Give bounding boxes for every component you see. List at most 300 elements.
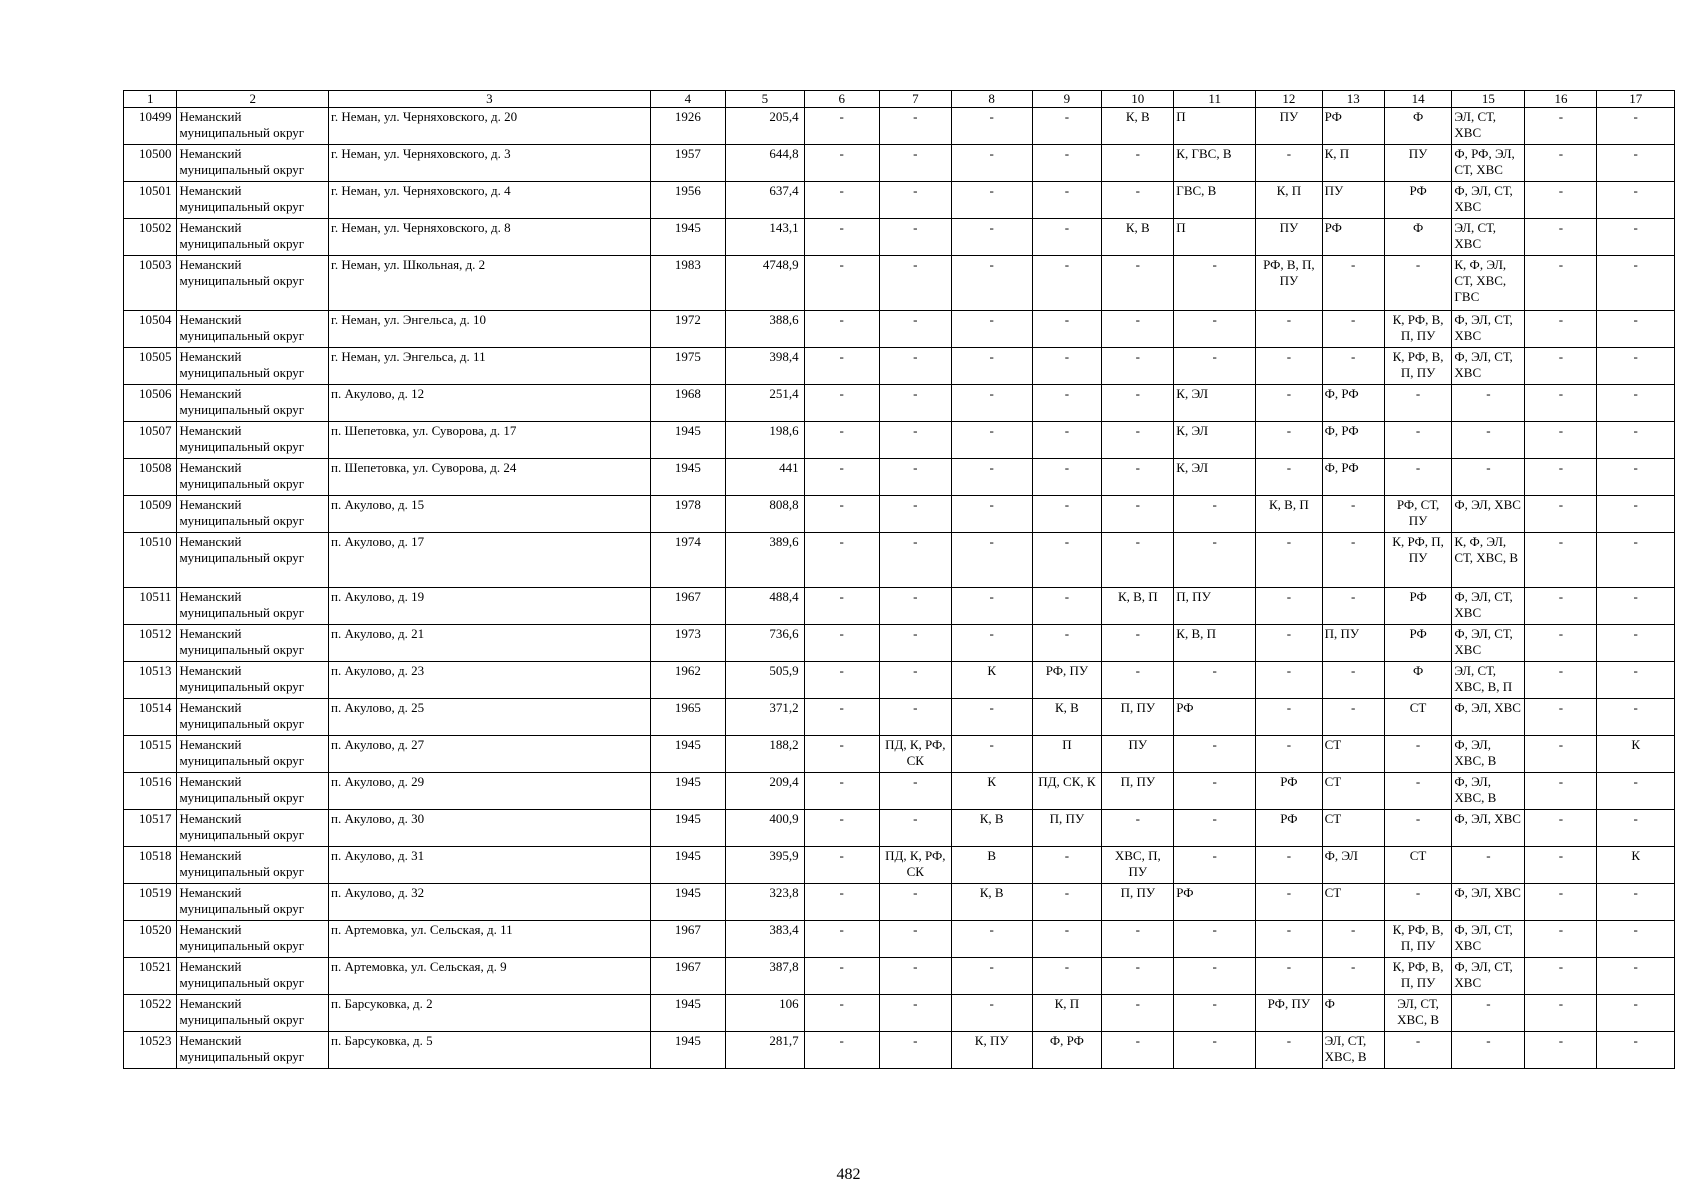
table-cell-col-5: 644,8 — [726, 145, 805, 182]
table-cell-col-11: - — [1174, 533, 1256, 588]
table-cell-col-15: ЭЛ, СТ, ХВС — [1452, 108, 1525, 145]
table-cell-col-3: г. Неман, ул. Черняховского, д. 20 — [329, 108, 651, 145]
table-cell-col-12: - — [1256, 145, 1323, 182]
table-cell-col-7: - — [879, 995, 951, 1032]
table-cell-col-3: п. Барсуковка, д. 5 — [329, 1032, 651, 1069]
table-cell-col-2: Неманский муниципальный округ — [177, 995, 329, 1032]
table-cell-col-15: - — [1452, 422, 1525, 459]
table-cell-col-5: 488,4 — [726, 588, 805, 625]
table-cell-col-11: К, ЭЛ — [1174, 385, 1256, 422]
table-cell-col-13: Ф, ЭЛ — [1322, 847, 1384, 884]
table-cell-col-5: 4748,9 — [726, 256, 805, 311]
table-cell-col-2: Неманский муниципальный округ — [177, 810, 329, 847]
column-header-15: 15 — [1452, 91, 1525, 108]
page-number: 482 — [836, 1166, 861, 1183]
table-cell-col-6: - — [804, 995, 879, 1032]
table-cell-col-4: 1956 — [650, 182, 725, 219]
column-header-1: 1 — [124, 91, 177, 108]
table-row — [124, 995, 1675, 1032]
table-cell-col-1: 10520 — [124, 921, 177, 958]
table-cell-col-14: - — [1384, 459, 1452, 496]
table-cell-col-12: ПУ — [1256, 108, 1323, 145]
table-cell-col-2: Неманский муниципальный округ — [177, 736, 329, 773]
table-cell-col-5: 383,4 — [726, 921, 805, 958]
table-cell-col-11: - — [1174, 662, 1256, 699]
table-cell-col-13: П, ПУ — [1322, 625, 1384, 662]
table-cell-col-16: - — [1525, 108, 1597, 145]
table-cell-col-1: 10522 — [124, 995, 177, 1032]
table-cell-col-14: - — [1384, 1032, 1452, 1069]
table-cell-col-9: - — [1032, 145, 1102, 182]
table-cell-col-10: - — [1102, 662, 1174, 699]
table-cell-col-4: 1968 — [650, 385, 725, 422]
table-row — [124, 921, 1675, 958]
table-cell-col-15: Ф, ЭЛ, ХВС — [1452, 699, 1525, 736]
table-cell-col-2: Неманский муниципальный округ — [177, 921, 329, 958]
table-cell-col-3: п. Артемовка, ул. Сельская, д. 11 — [329, 921, 651, 958]
table-cell-col-13: РФ — [1322, 108, 1384, 145]
table-cell-col-6: - — [804, 348, 879, 385]
table-cell-col-11: ГВС, В — [1174, 182, 1256, 219]
table-cell-col-2: Неманский муниципальный округ — [177, 108, 329, 145]
table-cell-col-15: Ф, ЭЛ, СТ, ХВС — [1452, 921, 1525, 958]
table-cell-col-10: - — [1102, 533, 1174, 588]
table-cell-col-6: - — [804, 588, 879, 625]
table-cell-col-10: - — [1102, 921, 1174, 958]
column-header-3: 3 — [329, 91, 651, 108]
table-cell-col-3: п. Барсуковка, д. 2 — [329, 995, 651, 1032]
table-cell-col-12: РФ — [1256, 773, 1323, 810]
column-header-14: 14 — [1384, 91, 1452, 108]
table-cell-col-10: П, ПУ — [1102, 884, 1174, 921]
table-cell-col-1: 10515 — [124, 736, 177, 773]
table-cell-col-12: - — [1256, 847, 1323, 884]
table-cell-col-7: - — [879, 348, 951, 385]
table-cell-col-6: - — [804, 847, 879, 884]
table-cell-col-1: 10503 — [124, 256, 177, 311]
table-cell-col-2: Неманский муниципальный округ — [177, 847, 329, 884]
table-cell-col-4: 1945 — [650, 1032, 725, 1069]
table-cell-col-4: 1965 — [650, 699, 725, 736]
table-cell-col-3: г. Неман, ул. Энгельса, д. 11 — [329, 348, 651, 385]
table-cell-col-10: ХВС, П, ПУ — [1102, 847, 1174, 884]
table-cell-col-11: К, ЭЛ — [1174, 422, 1256, 459]
table-cell-col-2: Неманский муниципальный округ — [177, 459, 329, 496]
table-cell-col-7: - — [879, 496, 951, 533]
table-cell-col-9: - — [1032, 958, 1102, 995]
table-cell-col-16: - — [1525, 182, 1597, 219]
table-cell-col-8: - — [951, 145, 1032, 182]
table-cell-col-3: г. Неман, ул. Черняховского, д. 4 — [329, 182, 651, 219]
table-cell-col-7: - — [879, 533, 951, 588]
column-header-12: 12 — [1256, 91, 1323, 108]
table-cell-col-11: К, ГВС, В — [1174, 145, 1256, 182]
table-cell-col-12: - — [1256, 311, 1323, 348]
table-cell-col-10: - — [1102, 958, 1174, 995]
table-cell-col-11: - — [1174, 311, 1256, 348]
table-cell-col-6: - — [804, 773, 879, 810]
table-cell-col-12: - — [1256, 348, 1323, 385]
table-cell-col-2: Неманский муниципальный округ — [177, 662, 329, 699]
table-row — [124, 219, 1675, 256]
table-cell-col-10: К, В, П — [1102, 588, 1174, 625]
table-cell-col-5: 143,1 — [726, 219, 805, 256]
table-cell-col-5: 400,9 — [726, 810, 805, 847]
table-row — [124, 108, 1675, 145]
table-cell-col-12: - — [1256, 459, 1323, 496]
table-cell-col-10: - — [1102, 1032, 1174, 1069]
table-row — [124, 385, 1675, 422]
table-row — [124, 1032, 1675, 1069]
table-cell-col-16: - — [1525, 662, 1597, 699]
column-header-16: 16 — [1525, 91, 1597, 108]
table-cell-col-17: - — [1597, 422, 1675, 459]
table-cell-col-15: Ф, ЭЛ, СТ, ХВС — [1452, 625, 1525, 662]
table-cell-col-10: - — [1102, 385, 1174, 422]
table-cell-col-11: К, В, П — [1174, 625, 1256, 662]
table-cell-col-11: - — [1174, 958, 1256, 995]
table-cell-col-8: - — [951, 348, 1032, 385]
table-cell-col-10: К, В — [1102, 108, 1174, 145]
table-cell-col-3: п. Артемовка, ул. Сельская, д. 9 — [329, 958, 651, 995]
table-cell-col-15: К, Ф, ЭЛ, СТ, ХВС, В — [1452, 533, 1525, 588]
table-cell-col-17: - — [1597, 145, 1675, 182]
table-cell-col-17: - — [1597, 588, 1675, 625]
table-cell-col-9: - — [1032, 496, 1102, 533]
table-cell-col-17: - — [1597, 625, 1675, 662]
table-row — [124, 884, 1675, 921]
table-cell-col-8: - — [951, 995, 1032, 1032]
table-cell-col-10: - — [1102, 145, 1174, 182]
table-cell-col-11: РФ — [1174, 884, 1256, 921]
table-cell-col-9: П — [1032, 736, 1102, 773]
table-cell-col-4: 1983 — [650, 256, 725, 311]
table-cell-col-7: - — [879, 422, 951, 459]
table-row — [124, 588, 1675, 625]
table-cell-col-6: - — [804, 699, 879, 736]
table-cell-col-2: Неманский муниципальный округ — [177, 385, 329, 422]
column-number-row — [124, 91, 1675, 108]
table-cell-col-1: 10504 — [124, 311, 177, 348]
table-cell-col-8: - — [951, 256, 1032, 311]
table-cell-col-14: К, РФ, П, ПУ — [1384, 533, 1452, 588]
table-cell-col-5: 395,9 — [726, 847, 805, 884]
table-cell-col-16: - — [1525, 145, 1597, 182]
table-cell-col-17: - — [1597, 1032, 1675, 1069]
table-cell-col-6: - — [804, 182, 879, 219]
table-cell-col-16: - — [1525, 459, 1597, 496]
table-cell-col-4: 1973 — [650, 625, 725, 662]
table-cell-col-11: П — [1174, 219, 1256, 256]
table-cell-col-4: 1967 — [650, 588, 725, 625]
table-cell-col-9: - — [1032, 921, 1102, 958]
table-cell-col-9: - — [1032, 533, 1102, 588]
table-row — [124, 810, 1675, 847]
table-cell-col-1: 10516 — [124, 773, 177, 810]
table-cell-col-2: Неманский муниципальный округ — [177, 145, 329, 182]
table-cell-col-9: - — [1032, 385, 1102, 422]
table-cell-col-1: 10521 — [124, 958, 177, 995]
table-row — [124, 496, 1675, 533]
table-cell-col-9: - — [1032, 625, 1102, 662]
table-cell-col-16: - — [1525, 773, 1597, 810]
table-cell-col-4: 1945 — [650, 736, 725, 773]
table-cell-col-4: 1945 — [650, 884, 725, 921]
table-cell-col-9: - — [1032, 348, 1102, 385]
table-cell-col-1: 10499 — [124, 108, 177, 145]
table-cell-col-10: - — [1102, 625, 1174, 662]
table-cell-col-9: К, В — [1032, 699, 1102, 736]
table-cell-col-5: 371,2 — [726, 699, 805, 736]
table-cell-col-7: ПД, К, РФ, СК — [879, 847, 951, 884]
table-cell-col-1: 10509 — [124, 496, 177, 533]
table-cell-col-15: - — [1452, 1032, 1525, 1069]
table-cell-col-12: - — [1256, 699, 1323, 736]
table-cell-col-12: - — [1256, 533, 1323, 588]
table-cell-col-7: - — [879, 958, 951, 995]
table-cell-col-7: - — [879, 219, 951, 256]
table-cell-col-9: - — [1032, 108, 1102, 145]
table-cell-col-14: К, РФ, В, П, ПУ — [1384, 311, 1452, 348]
table-cell-col-7: - — [879, 182, 951, 219]
table-cell-col-4: 1945 — [650, 810, 725, 847]
table-cell-col-3: п. Шепетовка, ул. Суворова, д. 24 — [329, 459, 651, 496]
table-cell-col-17: - — [1597, 496, 1675, 533]
table-cell-col-11: - — [1174, 847, 1256, 884]
table-cell-col-6: - — [804, 108, 879, 145]
table-cell-col-5: 188,2 — [726, 736, 805, 773]
table-cell-col-17: - — [1597, 256, 1675, 311]
table-cell-col-5: 505,9 — [726, 662, 805, 699]
table-cell-col-3: п. Акулово, д. 21 — [329, 625, 651, 662]
table-cell-col-2: Неманский муниципальный округ — [177, 422, 329, 459]
table-cell-col-1: 10517 — [124, 810, 177, 847]
table-cell-col-8: - — [951, 533, 1032, 588]
table-cell-col-3: п. Акулово, д. 23 — [329, 662, 651, 699]
table-cell-col-2: Неманский муниципальный округ — [177, 348, 329, 385]
table-cell-col-16: - — [1525, 699, 1597, 736]
column-header-4: 4 — [650, 91, 725, 108]
table-cell-col-8: - — [951, 958, 1032, 995]
table-cell-col-17: - — [1597, 699, 1675, 736]
table-cell-col-13: - — [1322, 311, 1384, 348]
table-cell-col-4: 1945 — [650, 995, 725, 1032]
table-cell-col-3: г. Неман, ул. Энгельса, д. 10 — [329, 311, 651, 348]
table-cell-col-7: - — [879, 884, 951, 921]
table-cell-col-12: К, В, П — [1256, 496, 1323, 533]
table-cell-col-8: - — [951, 736, 1032, 773]
table-cell-col-2: Неманский муниципальный округ — [177, 699, 329, 736]
table-cell-col-11: - — [1174, 496, 1256, 533]
table-cell-col-13: Ф — [1322, 995, 1384, 1032]
table-cell-col-3: г. Неман, ул. Школьная, д. 2 — [329, 256, 651, 311]
table-cell-col-1: 10511 — [124, 588, 177, 625]
table-cell-col-8: К — [951, 662, 1032, 699]
table-cell-col-13: - — [1322, 256, 1384, 311]
table-row — [124, 699, 1675, 736]
table-cell-col-13: - — [1322, 348, 1384, 385]
table-cell-col-6: - — [804, 145, 879, 182]
table-cell-col-11: П, ПУ — [1174, 588, 1256, 625]
table-cell-col-6: - — [804, 662, 879, 699]
table-row — [124, 182, 1675, 219]
table-cell-col-1: 10502 — [124, 219, 177, 256]
column-header-13: 13 — [1322, 91, 1384, 108]
table-cell-col-5: 389,6 — [726, 533, 805, 588]
table-cell-col-7: ПД, К, РФ, СК — [879, 736, 951, 773]
table-cell-col-16: - — [1525, 385, 1597, 422]
table-cell-col-8: К, ПУ — [951, 1032, 1032, 1069]
table-cell-col-12: - — [1256, 921, 1323, 958]
table-cell-col-2: Неманский муниципальный округ — [177, 625, 329, 662]
table-cell-col-13: Ф, РФ — [1322, 459, 1384, 496]
table-cell-col-9: Ф, РФ — [1032, 1032, 1102, 1069]
column-header-17: 17 — [1597, 91, 1675, 108]
table-cell-col-1: 10510 — [124, 533, 177, 588]
table-cell-col-16: - — [1525, 810, 1597, 847]
table-cell-col-14: К, РФ, В, П, ПУ — [1384, 921, 1452, 958]
table-cell-col-8: - — [951, 182, 1032, 219]
table-cell-col-12: - — [1256, 1032, 1323, 1069]
table-cell-col-7: - — [879, 311, 951, 348]
table-cell-col-10: К, В — [1102, 219, 1174, 256]
table-cell-col-15: Ф, ЭЛ, СТ, ХВС — [1452, 958, 1525, 995]
table-cell-col-15: Ф, ЭЛ, ХВС — [1452, 884, 1525, 921]
table-cell-col-13: ПУ — [1322, 182, 1384, 219]
table-cell-col-7: - — [879, 588, 951, 625]
table-cell-col-13: СТ — [1322, 773, 1384, 810]
table-cell-col-16: - — [1525, 219, 1597, 256]
table-cell-col-15: Ф, РФ, ЭЛ, СТ, ХВС — [1452, 145, 1525, 182]
table-cell-col-16: - — [1525, 995, 1597, 1032]
table-cell-col-12: ПУ — [1256, 219, 1323, 256]
table-cell-col-9: - — [1032, 847, 1102, 884]
table-cell-col-10: П, ПУ — [1102, 773, 1174, 810]
table-cell-col-8: К, В — [951, 884, 1032, 921]
table-cell-col-14: - — [1384, 810, 1452, 847]
table-cell-col-8: - — [951, 588, 1032, 625]
table-cell-col-15: ЭЛ, СТ, ХВС, В, П — [1452, 662, 1525, 699]
table-cell-col-8: - — [951, 625, 1032, 662]
table-cell-col-10: - — [1102, 311, 1174, 348]
table-cell-col-12: - — [1256, 588, 1323, 625]
table-cell-col-3: п. Акулово, д. 30 — [329, 810, 651, 847]
table-cell-col-3: п. Акулово, д. 19 — [329, 588, 651, 625]
table-cell-col-8: - — [951, 219, 1032, 256]
table-cell-col-10: - — [1102, 182, 1174, 219]
register-table — [123, 90, 1675, 1069]
table-cell-col-15: - — [1452, 459, 1525, 496]
table-cell-col-10: П, ПУ — [1102, 699, 1174, 736]
table-cell-col-14: СТ — [1384, 847, 1452, 884]
table-cell-col-6: - — [804, 385, 879, 422]
table-cell-col-17: - — [1597, 773, 1675, 810]
column-header-8: 8 — [951, 91, 1032, 108]
table-cell-col-7: - — [879, 256, 951, 311]
table-cell-col-1: 10506 — [124, 385, 177, 422]
table-cell-col-11: - — [1174, 1032, 1256, 1069]
table-cell-col-15: Ф, ЭЛ, СТ, ХВС — [1452, 182, 1525, 219]
table-cell-col-1: 10507 — [124, 422, 177, 459]
table-cell-col-3: г. Неман, ул. Черняховского, д. 8 — [329, 219, 651, 256]
table-cell-col-5: 209,4 — [726, 773, 805, 810]
table-cell-col-16: - — [1525, 256, 1597, 311]
table-cell-col-1: 10523 — [124, 1032, 177, 1069]
table-row — [124, 958, 1675, 995]
table-cell-col-14: - — [1384, 422, 1452, 459]
table-cell-col-13: Ф, РФ — [1322, 422, 1384, 459]
table-cell-col-7: - — [879, 921, 951, 958]
table-cell-col-16: - — [1525, 736, 1597, 773]
table-cell-col-4: 1978 — [650, 496, 725, 533]
table-cell-col-1: 10513 — [124, 662, 177, 699]
table-cell-col-6: - — [804, 459, 879, 496]
table-cell-col-2: Неманский муниципальный округ — [177, 773, 329, 810]
table-cell-col-16: - — [1525, 348, 1597, 385]
table-cell-col-16: - — [1525, 884, 1597, 921]
table-row — [124, 533, 1675, 588]
table-cell-col-8: - — [951, 311, 1032, 348]
table-cell-col-14: К, РФ, В, П, ПУ — [1384, 348, 1452, 385]
table-cell-col-9: - — [1032, 884, 1102, 921]
table-row — [124, 625, 1675, 662]
table-cell-col-4: 1967 — [650, 921, 725, 958]
table-cell-col-16: - — [1525, 958, 1597, 995]
table-cell-col-2: Неманский муниципальный округ — [177, 496, 329, 533]
table-cell-col-12: К, П — [1256, 182, 1323, 219]
table-cell-col-4: 1967 — [650, 958, 725, 995]
table-cell-col-17: - — [1597, 662, 1675, 699]
table-cell-col-3: п. Акулово, д. 29 — [329, 773, 651, 810]
table-cell-col-7: - — [879, 1032, 951, 1069]
table-cell-col-4: 1945 — [650, 773, 725, 810]
table-cell-col-6: - — [804, 810, 879, 847]
table-cell-col-14: Ф — [1384, 219, 1452, 256]
table-row — [124, 256, 1675, 311]
table-cell-col-13: СТ — [1322, 884, 1384, 921]
table-cell-col-10: - — [1102, 995, 1174, 1032]
table-cell-col-6: - — [804, 256, 879, 311]
table-cell-col-5: 387,8 — [726, 958, 805, 995]
table-cell-col-3: п. Акулово, д. 31 — [329, 847, 651, 884]
table-cell-col-5: 398,4 — [726, 348, 805, 385]
table-cell-col-10: - — [1102, 422, 1174, 459]
table-cell-col-2: Неманский муниципальный округ — [177, 533, 329, 588]
table-cell-col-8: - — [951, 108, 1032, 145]
table-cell-col-14: Ф — [1384, 662, 1452, 699]
table-cell-col-4: 1926 — [650, 108, 725, 145]
column-header-7: 7 — [879, 91, 951, 108]
table-cell-col-6: - — [804, 422, 879, 459]
column-header-10: 10 — [1102, 91, 1174, 108]
table-cell-col-8: - — [951, 422, 1032, 459]
table-cell-col-7: - — [879, 773, 951, 810]
table-cell-col-5: 388,6 — [726, 311, 805, 348]
table-cell-col-8: - — [951, 496, 1032, 533]
table-cell-col-6: - — [804, 958, 879, 995]
table-cell-col-17: - — [1597, 182, 1675, 219]
table-cell-col-3: п. Акулово, д. 17 — [329, 533, 651, 588]
table-row — [124, 348, 1675, 385]
table-cell-col-15: - — [1452, 385, 1525, 422]
table-cell-col-14: - — [1384, 773, 1452, 810]
table-cell-col-11: - — [1174, 348, 1256, 385]
table-cell-col-17: - — [1597, 348, 1675, 385]
table-cell-col-12: - — [1256, 385, 1323, 422]
table-cell-col-13: - — [1322, 588, 1384, 625]
table-cell-col-12: РФ, ПУ — [1256, 995, 1323, 1032]
table-cell-col-6: - — [804, 736, 879, 773]
